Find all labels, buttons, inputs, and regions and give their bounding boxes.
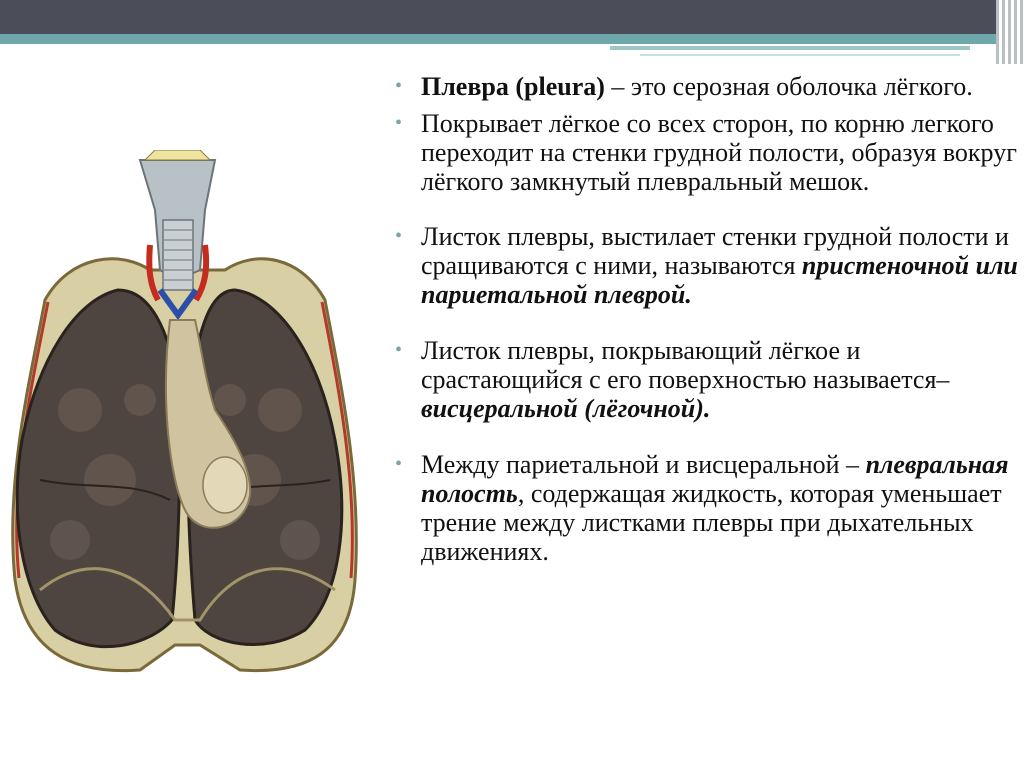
- bullet-icon: •: [395, 112, 403, 134]
- header-bar: [0, 0, 1024, 34]
- accent-stripe-hairline: [640, 54, 960, 56]
- bullet-visceral: [393, 336, 1023, 423]
- term-pleural-cavity: плевральная полость: [421, 450, 1009, 508]
- slide-text: [393, 72, 1023, 566]
- bullet-icon: •: [395, 75, 403, 97]
- term-pleura: Плевра (pleura): [421, 72, 605, 101]
- bullet-icon: •: [395, 339, 403, 361]
- bullet-covers-lung: [393, 109, 1023, 196]
- bullet-icon: •: [395, 225, 403, 247]
- lungs-illustration: [0, 150, 380, 690]
- bullet-text: Листок плевры, выстилает стенки грудной полости и сращиваются с ними, называются: [421, 222, 1009, 280]
- bullet-text: Между париетальной и висцеральной –: [421, 450, 866, 479]
- definition-text: – это серозная оболочка лёгкого.: [604, 72, 973, 101]
- bullet-text: Листок плевры, покрывающий лёгкое и срастающийся с его поверхностью называется–: [421, 336, 950, 394]
- accent-stripe-thin: [610, 46, 970, 50]
- bullet-icon: •: [395, 453, 403, 475]
- corner-decoration: [996, 0, 1024, 64]
- bullet-parietal: [393, 222, 1023, 309]
- bullet-text: Покрывает лёгкое со всех сторон, по корню легкого переходит на стенки грудной полости, образуя вокруг лёгкого замкнутый плевральный мешок.: [421, 109, 1017, 196]
- term-visceral: висцеральной (лёгочной).: [421, 394, 711, 423]
- term-parietal: пристеночной или париетальной плеврой.: [421, 251, 1018, 309]
- accent-stripe: [0, 34, 1000, 44]
- bullet-pleura-definition: [393, 72, 1023, 101]
- bullet-pleural-cavity: [393, 450, 1023, 566]
- bullet-text-end: , содержащая жидкость, которая уменьшает трение между листками плевры при дыхательных движениях.: [421, 479, 1002, 566]
